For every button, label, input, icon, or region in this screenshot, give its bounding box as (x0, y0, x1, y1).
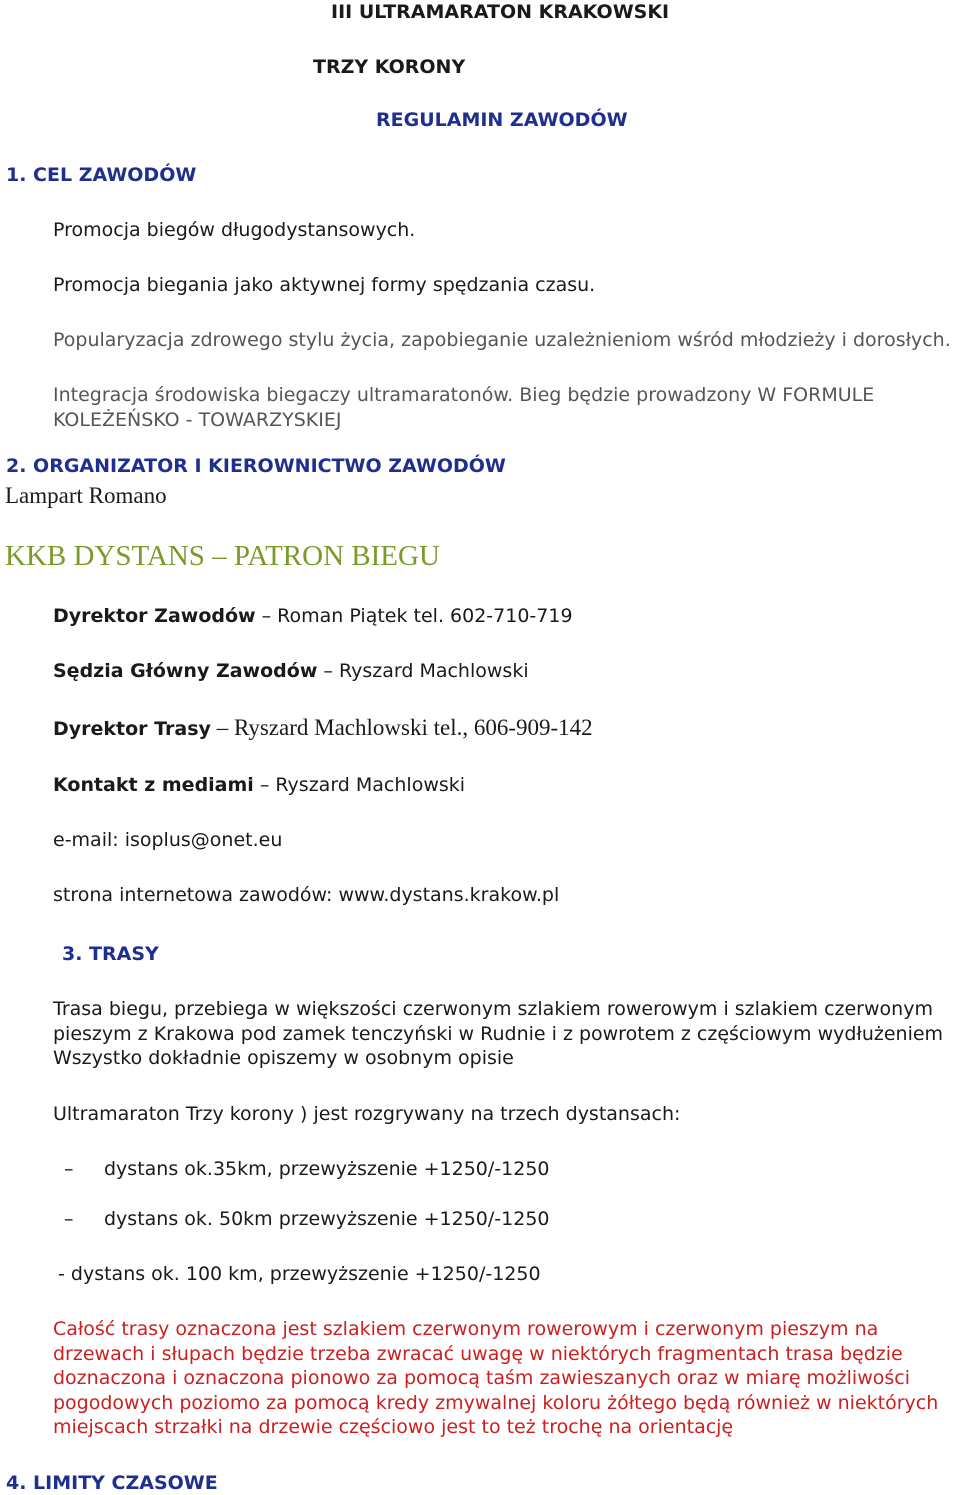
route-description-line: Trasa biegu, przebiega w większości czerwonym szlakiem rowerowym i szlakiem czerwonym (53, 998, 933, 1020)
trail-marking-line: Całość trasy oznaczona jest szlakiem czerwonym rowerowym i czerwonym pieszym na (53, 1318, 879, 1340)
judge-value: – Ryszard Machlowski (317, 660, 529, 682)
judge-label: Sędzia Główny Zawodów (53, 660, 318, 682)
media-contact-line (53, 773, 465, 797)
director-label: Dyrektor Zawodów (53, 605, 256, 627)
section4-heading: 4. LIMITY CZASOWE (6, 1472, 218, 1494)
trail-marking-line: drzewach i słupach będzie trzeba zwracać uwagę w niektórych fragmentach trasa będzie (53, 1342, 903, 1365)
distance-item: dystans ok. 50km przewyższenie +1250/-1250 (104, 1208, 550, 1230)
trail-marking-line: miejscach strzałki na drzewie częściowo jest to też trochę na orientację (53, 1416, 734, 1438)
media-contact-value: – Ryszard Machlowski (253, 774, 466, 796)
director-line (53, 604, 573, 628)
goal-item: KOLEŻEŃSKO - TOWARZYSKIEJ (53, 409, 342, 431)
distance-item: dystans ok.35km, przewyższenie +1250/-1250 (104, 1158, 550, 1180)
route-director-value: – Ryszard Machlowski tel., 606-909-142 (210, 715, 593, 740)
trail-marking-line: doznaczona i oznaczona pionowo za pomocą taśm zawieszanych oraz w miarę możliwości (53, 1367, 911, 1389)
rules-heading: REGULAMIN ZAWODÓW (376, 109, 628, 131)
website-line: strona internetowa zawodów: www.dystans.krakow.pl (53, 884, 560, 906)
goal-item: Popularyzacja zdrowego stylu życia, zapobieganie uzależnieniom wśród młodzieży i dorosłych. (53, 329, 951, 351)
goal-item: Integracja środowiska biegaczy ultramaratonów. Bieg będzie prowadzony W FORMULE (53, 384, 875, 406)
section2-heading: 2. ORGANIZATOR I KIEROWNICTWO ZAWODÓW (6, 455, 506, 477)
goal-item: Promocja biegania jako aktywnej formy spędzania czasu. (53, 274, 596, 296)
patron-line: KKB DYSTANS – PATRON BIEGU (5, 540, 440, 572)
media-contact-label: Kontakt z mediami (53, 774, 254, 796)
route-director-label: Dyrektor Trasy (53, 718, 211, 740)
judge-line (53, 659, 529, 683)
document-title: III ULTRAMARATON KRAKOWSKI (331, 1, 670, 23)
trail-marking-note (53, 1317, 938, 1440)
organizer-name: Lampart Romano (5, 483, 167, 508)
section1-heading: 1. CEL ZAWODÓW (6, 164, 197, 186)
route-description (53, 997, 943, 1071)
section3-heading: 3. TRASY (62, 943, 159, 965)
trail-marking-line: pogodowych poziomo za pomocą kredy zmywalnej koloru żółtego będą również w niektórych (53, 1391, 939, 1414)
document-subtitle: TRZY KORONY (313, 56, 466, 78)
director-value: – Roman Piątek tel. 602-710-719 (255, 605, 573, 627)
distance-dash: – (64, 1158, 74, 1180)
distance-item: - dystans ok. 100 km, przewyższenie +1250/-1250 (58, 1263, 541, 1285)
route-description-line: Wszystko dokładnie opiszemy w osobnym opisie (53, 1047, 514, 1069)
route-description-line: pieszym z Krakowa pod zamek tenczyński w Rudnie i z powrotem z częściowym wydłużeniem (53, 1022, 944, 1045)
email-line: e-mail: isoplus@onet.eu (53, 829, 283, 851)
distances-intro: Ultramaraton Trzy korony ) jest rozgrywany na trzech dystansach: (53, 1103, 681, 1125)
distance-dash: – (64, 1208, 74, 1230)
route-director-line (53, 716, 593, 741)
goal-item: Promocja biegów długodystansowych. (53, 219, 416, 241)
